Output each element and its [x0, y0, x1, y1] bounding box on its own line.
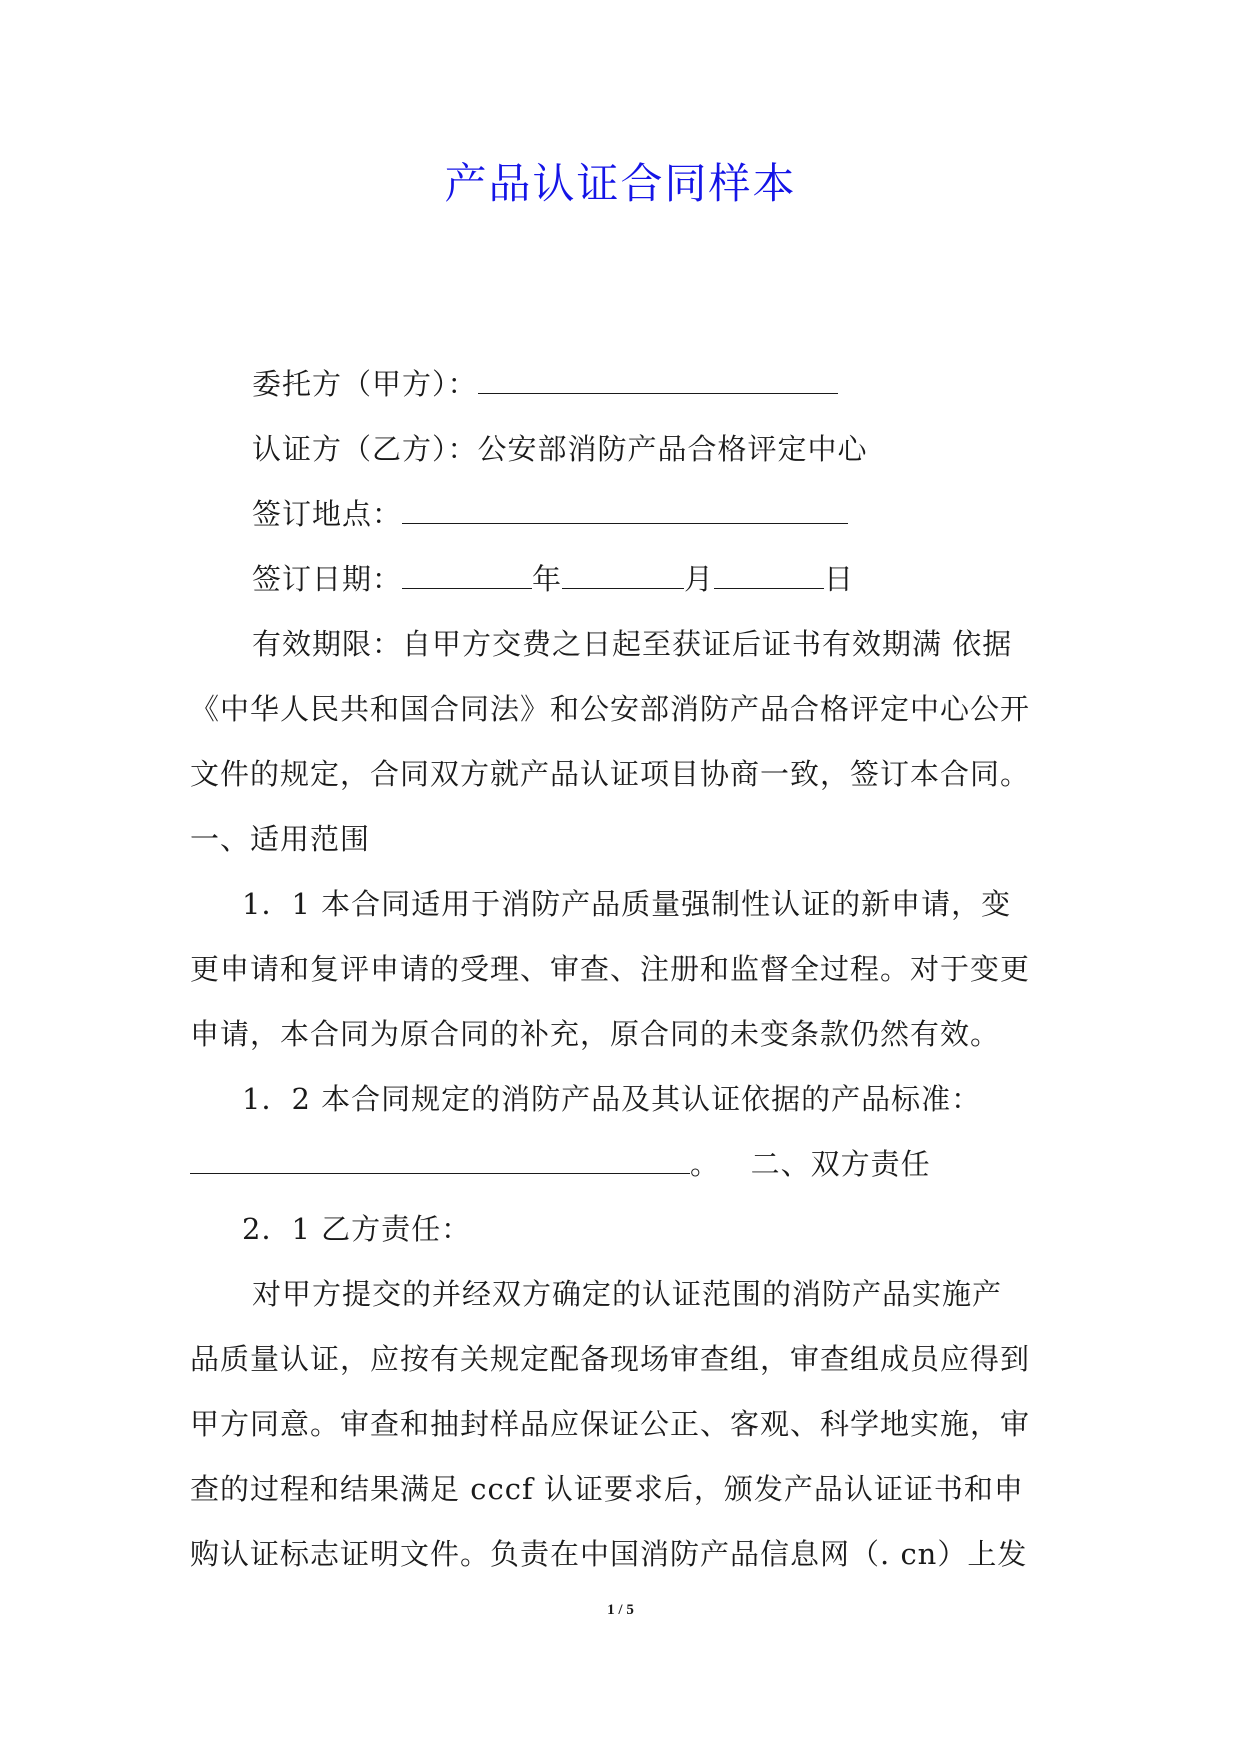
- responsibility-line-2: 品质量认证，应按有关规定配备现场审查组，审查组成员应得到: [190, 1342, 1031, 1376]
- responsibility-line-1: 对甲方提交的并经双方确定的认证范围的消防产品实施产: [252, 1277, 1003, 1311]
- clause-1-1-line-1: 1．1 本合同适用于消防产品质量强制性认证的新申请，变: [242, 887, 1012, 921]
- date-field-line: [190, 547, 1060, 612]
- responsibility-line-5: 购认证标志证明文件。负责在中国消防产品信息网（. cn）上发: [190, 1537, 1028, 1571]
- page-number: 1 / 5: [607, 1602, 634, 1618]
- place-label: 签订地点：: [252, 497, 403, 531]
- date-month-label: 月: [684, 562, 715, 596]
- section-heading-2: 二、双方责任: [750, 1147, 931, 1181]
- clause-1-1-line-3: 申请，本合同为原合同的补充，原合同的未变条款仍然有效。: [190, 1017, 1001, 1051]
- place-field-line: [190, 482, 1060, 547]
- place-blank: [402, 499, 848, 524]
- year-blank: [402, 564, 532, 589]
- clause-1-2-line-2: [190, 1132, 1060, 1197]
- clause-1-2-line-1: 1．2 本合同规定的消防产品及其认证依据的产品标准：: [242, 1082, 982, 1116]
- day-blank: [714, 564, 824, 589]
- section-heading-1: 一、适用范围: [190, 822, 371, 856]
- standard-blank: [190, 1149, 690, 1174]
- date-year-label: 年: [532, 562, 563, 596]
- month-blank: [562, 564, 684, 589]
- client-blank: [478, 369, 838, 394]
- client-field-line: [190, 352, 1060, 417]
- date-label: 签订日期：: [252, 562, 403, 596]
- clause-1-1-line-2: 更申请和复评申请的受理、审查、注册和监督全过程。对于变更: [190, 952, 1031, 986]
- document-body: [190, 352, 1060, 1587]
- validity-line-3: 文件的规定，合同双方就产品认证项目协商一致，签订本合同。: [190, 757, 1031, 791]
- responsibility-line-3: 甲方同意。审查和抽封样品应保证公正、客观、科学地实施，审: [190, 1407, 1031, 1441]
- clause-1-2-end: 。: [690, 1147, 721, 1181]
- certifier-line: 认证方（乙方）：公安部消防产品合格评定中心: [252, 432, 868, 466]
- client-label: 委托方（甲方）：: [252, 367, 478, 401]
- responsibility-line-4: 查的过程和结果满足 cccf 认证要求后，颁发产品认证证书和申: [190, 1472, 1024, 1506]
- validity-line-2: 《中华人民共和国合同法》和公安部消防产品合格评定中心公开: [190, 692, 1031, 726]
- validity-line-1: 有效期限：自甲方交费之日起至获证后证书有效期满 依据: [252, 627, 1013, 661]
- document-title: 产品认证合同样本: [444, 159, 797, 208]
- date-day-label: 日: [824, 562, 855, 596]
- clause-2-1-line: 2．1 乙方责任：: [242, 1212, 472, 1246]
